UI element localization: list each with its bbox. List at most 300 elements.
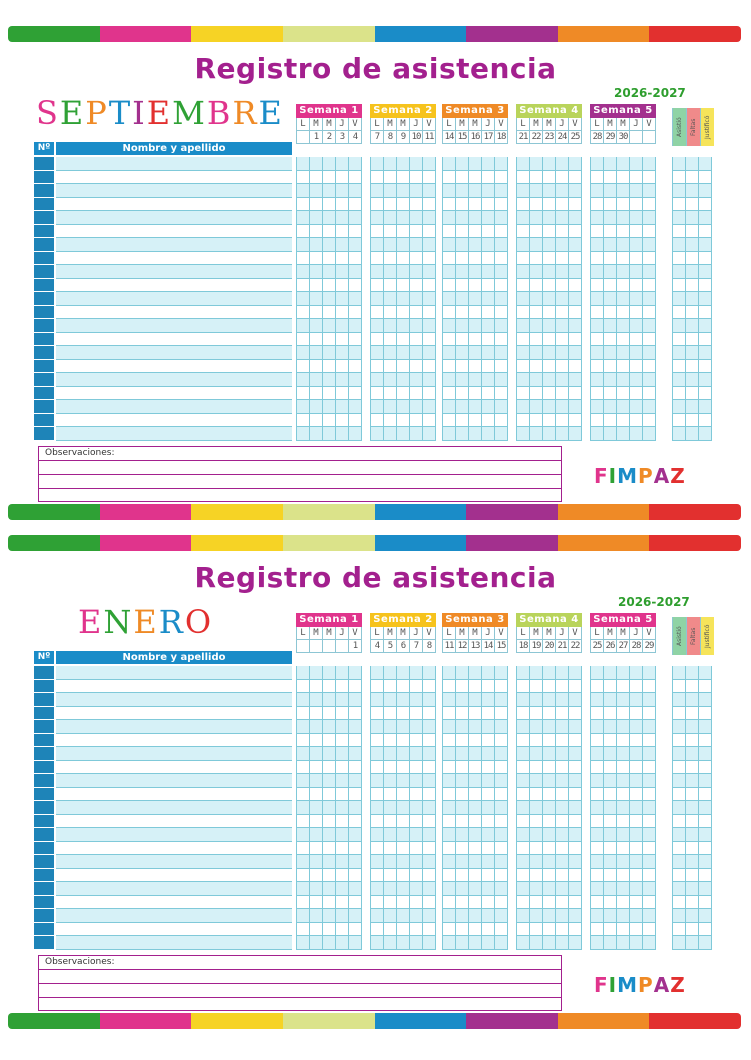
attendance-cell[interactable] [397,666,410,679]
attendance-cell[interactable] [643,815,656,828]
attendance-cell[interactable] [443,909,456,922]
attendance-cell[interactable] [569,788,582,801]
attendance-cell[interactable] [604,279,617,292]
attendance-cell[interactable] [423,896,436,909]
attendance-cell[interactable] [643,693,656,706]
attendance-cell[interactable] [323,761,336,774]
attendance-cell[interactable] [469,184,482,197]
attendance-cell[interactable] [336,279,349,292]
observations-line[interactable] [39,489,561,503]
attendance-cell[interactable] [469,909,482,922]
attendance-cell[interactable] [349,707,362,720]
attendance-cell[interactable] [456,815,469,828]
attendance-cell[interactable] [349,666,362,679]
attendance-cell[interactable] [591,333,604,346]
attendance-cell[interactable] [310,747,323,760]
totals-cell[interactable] [699,896,712,909]
attendance-cell[interactable] [482,360,495,373]
attendance-cell[interactable] [630,238,643,251]
attendance-cell[interactable] [495,198,508,211]
attendance-cell[interactable] [371,680,384,693]
attendance-cell[interactable] [336,842,349,855]
totals-cell[interactable] [699,387,712,400]
attendance-cell[interactable] [384,801,397,814]
attendance-cell[interactable] [423,909,436,922]
attendance-cell[interactable] [591,238,604,251]
attendance-cell[interactable] [456,333,469,346]
attendance-cell[interactable] [297,666,310,679]
attendance-cell[interactable] [443,333,456,346]
attendance-cell[interactable] [617,869,630,882]
attendance-cell[interactable] [604,265,617,278]
attendance-cell[interactable] [384,306,397,319]
attendance-cell[interactable] [456,360,469,373]
attendance-cell[interactable] [456,184,469,197]
attendance-cell[interactable] [397,707,410,720]
attendance-cell[interactable] [556,252,569,265]
attendance-cell[interactable] [443,319,456,332]
attendance-cell[interactable] [456,319,469,332]
attendance-cell[interactable] [643,774,656,787]
attendance-cell[interactable] [630,828,643,841]
attendance-cell[interactable] [517,427,530,440]
attendance-cell[interactable] [556,279,569,292]
attendance-cell[interactable] [397,198,410,211]
attendance-cell[interactable] [297,346,310,359]
attendance-cell[interactable] [349,225,362,238]
totals-cell[interactable] [673,909,686,922]
attendance-cell[interactable] [556,747,569,760]
attendance-cell[interactable] [482,184,495,197]
attendance-cell[interactable] [397,238,410,251]
attendance-cell[interactable] [569,157,582,170]
attendance-cell[interactable] [604,680,617,693]
attendance-cell[interactable] [443,238,456,251]
attendance-cell[interactable] [495,693,508,706]
attendance-cell[interactable] [591,734,604,747]
attendance-cell[interactable] [643,319,656,332]
attendance-cell[interactable] [469,666,482,679]
name-cell[interactable] [56,936,292,950]
attendance-cell[interactable] [297,680,310,693]
attendance-cell[interactable] [410,279,423,292]
attendance-cell[interactable] [569,734,582,747]
attendance-cell[interactable] [617,815,630,828]
totals-cell[interactable] [699,747,712,760]
name-cell[interactable] [56,211,292,225]
attendance-cell[interactable] [297,252,310,265]
attendance-cell[interactable] [349,747,362,760]
name-cell[interactable] [56,184,292,198]
attendance-cell[interactable] [410,761,423,774]
attendance-cell[interactable] [643,734,656,747]
attendance-cell[interactable] [630,774,643,787]
attendance-cell[interactable] [495,427,508,440]
name-cell[interactable] [56,774,292,788]
name-cell[interactable] [56,801,292,815]
attendance-cell[interactable] [456,788,469,801]
totals-cell[interactable] [673,680,686,693]
attendance-cell[interactable] [410,198,423,211]
name-cell[interactable] [56,238,292,252]
totals-cell[interactable] [686,211,699,224]
attendance-cell[interactable] [517,869,530,882]
attendance-cell[interactable] [456,720,469,733]
attendance-cell[interactable] [495,346,508,359]
attendance-cell[interactable] [482,909,495,922]
attendance-cell[interactable] [643,896,656,909]
attendance-cell[interactable] [410,211,423,224]
attendance-cell[interactable] [543,198,556,211]
attendance-cell[interactable] [397,815,410,828]
attendance-cell[interactable] [469,279,482,292]
totals-cell[interactable] [673,414,686,427]
attendance-cell[interactable] [556,211,569,224]
attendance-cell[interactable] [297,855,310,868]
attendance-cell[interactable] [384,815,397,828]
attendance-cell[interactable] [543,373,556,386]
totals-cell[interactable] [673,198,686,211]
attendance-cell[interactable] [630,211,643,224]
attendance-cell[interactable] [323,319,336,332]
attendance-cell[interactable] [443,680,456,693]
attendance-cell[interactable] [482,400,495,413]
attendance-cell[interactable] [384,734,397,747]
attendance-cell[interactable] [323,373,336,386]
attendance-cell[interactable] [517,171,530,184]
attendance-cell[interactable] [349,171,362,184]
attendance-cell[interactable] [349,693,362,706]
attendance-cell[interactable] [371,734,384,747]
attendance-cell[interactable] [336,184,349,197]
attendance-cell[interactable] [482,414,495,427]
attendance-cell[interactable] [530,666,543,679]
attendance-cell[interactable] [630,427,643,440]
attendance-cell[interactable] [643,666,656,679]
attendance-cell[interactable] [495,333,508,346]
attendance-cell[interactable] [482,346,495,359]
attendance-cell[interactable] [495,707,508,720]
attendance-cell[interactable] [643,157,656,170]
attendance-cell[interactable] [630,666,643,679]
attendance-cell[interactable] [591,774,604,787]
attendance-cell[interactable] [643,306,656,319]
name-cell[interactable] [56,373,292,387]
attendance-cell[interactable] [310,734,323,747]
attendance-cell[interactable] [336,346,349,359]
attendance-cell[interactable] [443,414,456,427]
totals-cell[interactable] [673,333,686,346]
attendance-cell[interactable] [556,360,569,373]
attendance-cell[interactable] [617,909,630,922]
totals-cell[interactable] [686,774,699,787]
attendance-cell[interactable] [310,761,323,774]
name-cell[interactable] [56,734,292,748]
attendance-cell[interactable] [349,842,362,855]
attendance-cell[interactable] [349,855,362,868]
attendance-cell[interactable] [410,909,423,922]
totals-cell[interactable] [686,761,699,774]
attendance-cell[interactable] [443,198,456,211]
attendance-cell[interactable] [643,747,656,760]
attendance-cell[interactable] [384,171,397,184]
attendance-cell[interactable] [630,387,643,400]
totals-cell[interactable] [699,306,712,319]
attendance-cell[interactable] [495,936,508,949]
totals-cell[interactable] [673,346,686,359]
attendance-cell[interactable] [569,333,582,346]
attendance-cell[interactable] [469,923,482,936]
attendance-cell[interactable] [482,815,495,828]
totals-cell[interactable] [686,815,699,828]
attendance-cell[interactable] [630,198,643,211]
attendance-cell[interactable] [297,923,310,936]
attendance-cell[interactable] [349,414,362,427]
attendance-cell[interactable] [456,306,469,319]
attendance-cell[interactable] [410,801,423,814]
attendance-cell[interactable] [604,788,617,801]
attendance-cell[interactable] [423,346,436,359]
totals-cell[interactable] [673,801,686,814]
attendance-cell[interactable] [569,747,582,760]
attendance-cell[interactable] [456,157,469,170]
attendance-cell[interactable] [643,855,656,868]
attendance-cell[interactable] [591,414,604,427]
attendance-cell[interactable] [482,923,495,936]
attendance-cell[interactable] [569,815,582,828]
observations-line[interactable] [39,998,561,1012]
attendance-cell[interactable] [397,693,410,706]
attendance-cell[interactable] [591,828,604,841]
attendance-cell[interactable] [310,346,323,359]
attendance-cell[interactable] [630,225,643,238]
attendance-cell[interactable] [297,693,310,706]
attendance-cell[interactable] [630,414,643,427]
attendance-cell[interactable] [384,319,397,332]
attendance-cell[interactable] [530,936,543,949]
attendance-cell[interactable] [543,707,556,720]
attendance-cell[interactable] [297,225,310,238]
attendance-cell[interactable] [643,923,656,936]
attendance-cell[interactable] [397,869,410,882]
attendance-cell[interactable] [336,157,349,170]
name-cell[interactable] [56,306,292,320]
attendance-cell[interactable] [556,333,569,346]
attendance-cell[interactable] [336,747,349,760]
attendance-cell[interactable] [643,414,656,427]
attendance-cell[interactable] [604,333,617,346]
totals-cell[interactable] [673,923,686,936]
attendance-cell[interactable] [423,869,436,882]
totals-cell[interactable] [699,373,712,386]
attendance-cell[interactable] [643,171,656,184]
attendance-cell[interactable] [371,279,384,292]
attendance-cell[interactable] [469,387,482,400]
attendance-cell[interactable] [604,720,617,733]
attendance-cell[interactable] [569,279,582,292]
attendance-cell[interactable] [384,333,397,346]
name-cell[interactable] [56,842,292,856]
name-cell[interactable] [56,225,292,239]
attendance-cell[interactable] [349,788,362,801]
attendance-cell[interactable] [569,896,582,909]
attendance-cell[interactable] [397,184,410,197]
attendance-cell[interactable] [397,882,410,895]
name-cell[interactable] [56,788,292,802]
attendance-cell[interactable] [336,171,349,184]
attendance-cell[interactable] [456,198,469,211]
attendance-cell[interactable] [569,400,582,413]
attendance-cell[interactable] [517,373,530,386]
attendance-cell[interactable] [310,292,323,305]
attendance-cell[interactable] [323,680,336,693]
attendance-cell[interactable] [384,666,397,679]
attendance-cell[interactable] [384,211,397,224]
attendance-cell[interactable] [482,842,495,855]
attendance-cell[interactable] [556,815,569,828]
attendance-cell[interactable] [630,801,643,814]
attendance-cell[interactable] [617,693,630,706]
attendance-cell[interactable] [456,171,469,184]
attendance-cell[interactable] [482,855,495,868]
attendance-cell[interactable] [410,923,423,936]
attendance-cell[interactable] [469,414,482,427]
attendance-cell[interactable] [517,815,530,828]
attendance-cell[interactable] [517,292,530,305]
attendance-cell[interactable] [569,360,582,373]
attendance-cell[interactable] [410,693,423,706]
attendance-cell[interactable] [556,198,569,211]
attendance-cell[interactable] [371,333,384,346]
attendance-cell[interactable] [604,373,617,386]
attendance-cell[interactable] [556,238,569,251]
attendance-cell[interactable] [530,680,543,693]
totals-cell[interactable] [699,869,712,882]
attendance-cell[interactable] [310,184,323,197]
attendance-cell[interactable] [310,265,323,278]
attendance-cell[interactable] [556,184,569,197]
attendance-cell[interactable] [482,693,495,706]
attendance-cell[interactable] [297,319,310,332]
totals-cell[interactable] [673,427,686,440]
attendance-cell[interactable] [349,801,362,814]
attendance-cell[interactable] [556,842,569,855]
attendance-cell[interactable] [443,923,456,936]
attendance-cell[interactable] [517,896,530,909]
attendance-cell[interactable] [336,387,349,400]
totals-cell[interactable] [686,801,699,814]
attendance-cell[interactable] [310,855,323,868]
attendance-cell[interactable] [469,171,482,184]
attendance-cell[interactable] [310,936,323,949]
totals-cell[interactable] [699,693,712,706]
attendance-cell[interactable] [643,373,656,386]
totals-cell[interactable] [673,387,686,400]
attendance-cell[interactable] [604,427,617,440]
attendance-cell[interactable] [643,387,656,400]
attendance-cell[interactable] [371,720,384,733]
attendance-cell[interactable] [543,360,556,373]
totals-cell[interactable] [673,936,686,949]
attendance-cell[interactable] [297,360,310,373]
attendance-cell[interactable] [397,828,410,841]
totals-cell[interactable] [699,666,712,679]
attendance-cell[interactable] [410,707,423,720]
attendance-cell[interactable] [349,936,362,949]
attendance-cell[interactable] [530,198,543,211]
totals-cell[interactable] [699,801,712,814]
attendance-cell[interactable] [556,707,569,720]
attendance-cell[interactable] [456,842,469,855]
attendance-cell[interactable] [423,333,436,346]
attendance-cell[interactable] [556,774,569,787]
name-cell[interactable] [56,157,292,171]
totals-cell[interactable] [699,707,712,720]
attendance-cell[interactable] [604,896,617,909]
attendance-cell[interactable] [349,387,362,400]
totals-cell[interactable] [699,171,712,184]
attendance-cell[interactable] [469,882,482,895]
attendance-cell[interactable] [543,842,556,855]
attendance-cell[interactable] [297,788,310,801]
attendance-cell[interactable] [423,720,436,733]
attendance-cell[interactable] [397,306,410,319]
attendance-cell[interactable] [410,815,423,828]
attendance-cell[interactable] [443,896,456,909]
attendance-cell[interactable] [556,171,569,184]
attendance-cell[interactable] [469,774,482,787]
attendance-cell[interactable] [482,333,495,346]
attendance-cell[interactable] [482,225,495,238]
attendance-cell[interactable] [517,855,530,868]
attendance-cell[interactable] [543,666,556,679]
attendance-cell[interactable] [297,828,310,841]
attendance-cell[interactable] [336,923,349,936]
attendance-cell[interactable] [456,693,469,706]
name-cell[interactable] [56,319,292,333]
attendance-cell[interactable] [617,788,630,801]
attendance-cell[interactable] [410,400,423,413]
attendance-cell[interactable] [371,265,384,278]
attendance-cell[interactable] [323,265,336,278]
attendance-cell[interactable] [617,306,630,319]
attendance-cell[interactable] [482,666,495,679]
attendance-cell[interactable] [630,869,643,882]
attendance-cell[interactable] [630,936,643,949]
attendance-cell[interactable] [323,815,336,828]
totals-cell[interactable] [699,680,712,693]
attendance-cell[interactable] [456,747,469,760]
attendance-cell[interactable] [556,693,569,706]
attendance-cell[interactable] [591,225,604,238]
attendance-cell[interactable] [310,427,323,440]
attendance-cell[interactable] [297,265,310,278]
attendance-cell[interactable] [591,360,604,373]
attendance-cell[interactable] [643,360,656,373]
attendance-cell[interactable] [530,720,543,733]
attendance-cell[interactable] [423,279,436,292]
attendance-cell[interactable] [517,666,530,679]
totals-cell[interactable] [686,427,699,440]
attendance-cell[interactable] [297,211,310,224]
attendance-cell[interactable] [630,400,643,413]
attendance-cell[interactable] [371,252,384,265]
attendance-cell[interactable] [323,788,336,801]
attendance-cell[interactable] [517,734,530,747]
attendance-cell[interactable] [310,157,323,170]
attendance-cell[interactable] [543,761,556,774]
totals-cell[interactable] [686,400,699,413]
